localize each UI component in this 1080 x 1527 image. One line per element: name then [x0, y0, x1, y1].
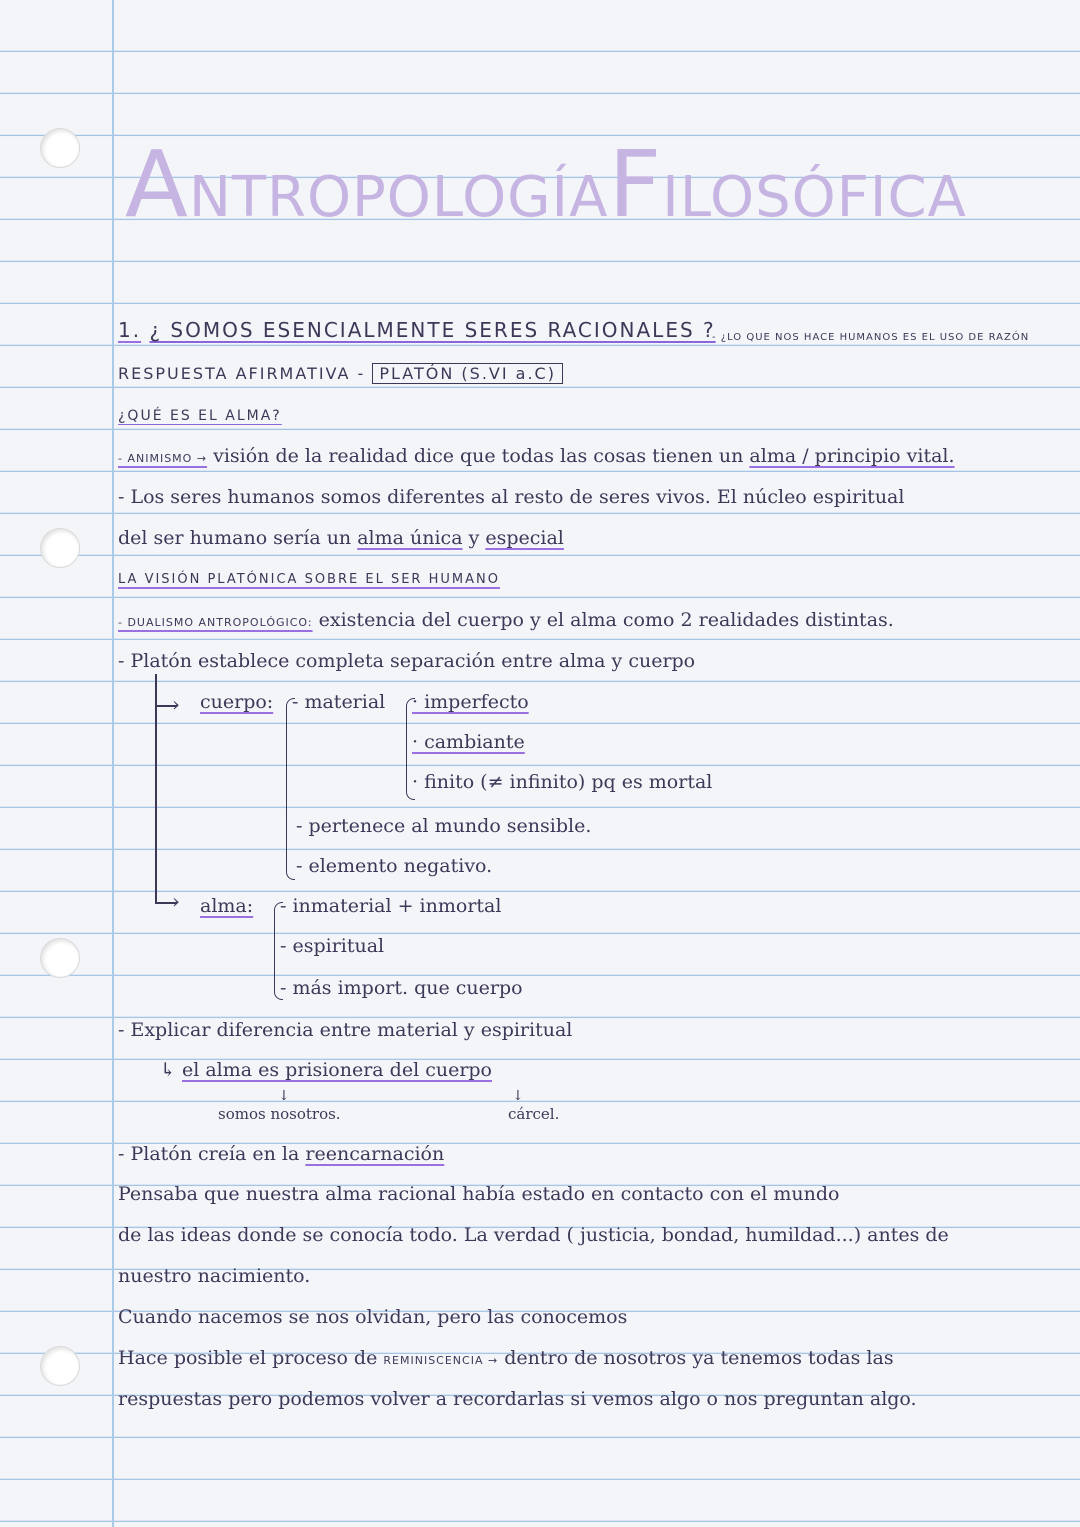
- cuerpo-imperfecto: · imperfecto: [412, 691, 529, 713]
- alma-espiritual: - espiritual: [280, 935, 385, 957]
- alma-inmaterial: - inmaterial + inmortal: [280, 895, 502, 917]
- platon-separation: - Platón establece completa separación entre alma y cuerpo: [118, 650, 696, 672]
- seres-line-1: - Los seres humanos somos diferentes al resto de seres vivos. El núcleo espiritual: [118, 486, 905, 508]
- tree-connector: [155, 674, 157, 904]
- arrow-icon: ›: [172, 889, 180, 913]
- punch-hole: [40, 528, 80, 568]
- alma-question: ¿QUÉ ES EL ALMA?: [118, 408, 282, 424]
- explicar-line: - Explicar diferencia entre material y espiritual: [118, 1019, 573, 1041]
- margin-line: [112, 0, 114, 1527]
- platon-box: PLATÓN (S.VI a.C): [372, 363, 563, 384]
- dualismo-line: - DUALISMO ANTROPOLÓGICO: existencia del cuerpo y el alma como 2 realidades distintas.: [118, 609, 894, 631]
- cuerpo-label: cuerpo:: [200, 691, 274, 713]
- respuestas-line: respuestas pero podemos volver a recordarlas si vemos algo o nos preguntan algo.: [118, 1388, 917, 1410]
- cuerpo-brace: [286, 698, 295, 880]
- pensaba-line-3: nuestro nacimiento.: [118, 1265, 311, 1287]
- answer-line: RESPUESTA AFIRMATIVA - PLATÓN (S.VI a.C): [118, 362, 563, 386]
- reminiscencia-line: Hace posible el proceso de REMINISCENCIA → dentro de nosotros ya tenemos todas las: [118, 1347, 894, 1369]
- down-arrow-icon: ↓: [278, 1088, 290, 1104]
- vision-heading: LA VISIÓN PLATÓNICA SOBRE EL SER HUMANO: [118, 572, 500, 587]
- cuerpo-pertenece: - pertenece al mundo sensible.: [296, 815, 592, 837]
- cuerpo-finito: · finito (≠ infinito) pq es mortal: [412, 771, 713, 793]
- cuando-line: Cuando nacemos se nos olvidan, pero las conocemos: [118, 1306, 628, 1328]
- punch-hole: [40, 938, 80, 978]
- reencarnacion-line: - Platón creía en la reencarnación: [118, 1143, 445, 1165]
- somos-note: somos nosotros.: [218, 1105, 341, 1123]
- cuerpo-material: - material: [292, 691, 386, 713]
- arrow-icon: ›: [172, 692, 180, 716]
- pensaba-line-2: de las ideas donde se conocía todo. La verdad ( justicia, bondad, humildad...) antes de: [118, 1224, 949, 1246]
- animismo-line: - ANIMISMO → visión de la realidad dice que todas las cosas tienen un alma / principio vital.: [118, 445, 955, 467]
- punch-hole: [40, 1346, 80, 1386]
- cuerpo-cambiante: · cambiante: [412, 731, 525, 753]
- punch-hole: [40, 128, 80, 168]
- carcel-note: cárcel.: [508, 1105, 560, 1123]
- alma-import: - más import. que cuerpo: [280, 977, 523, 999]
- question-heading: 1. ¿ SOMOS ESENCIALMENTE SERES RACIONALES ?: [118, 318, 716, 342]
- question-side-note: - ¿LO QUE NOS HACE HUMANOS ES EL USO DE RAZÓN: [712, 332, 1030, 343]
- cuerpo-negativo: - elemento negativo.: [296, 855, 493, 877]
- seres-line-2: del ser humano sería un alma única y especial: [118, 527, 564, 549]
- alma-label: alma:: [200, 895, 254, 917]
- prisionera-line: ↳ el alma es prisionera del cuerpo: [160, 1059, 492, 1081]
- page-title: ANTROPOLOGÍAFILOSÓFICA: [125, 131, 967, 238]
- pensaba-line-1: Pensaba que nuestra alma racional había estado en contacto con el mundo: [118, 1183, 840, 1205]
- down-arrow-icon: ↓: [512, 1088, 524, 1104]
